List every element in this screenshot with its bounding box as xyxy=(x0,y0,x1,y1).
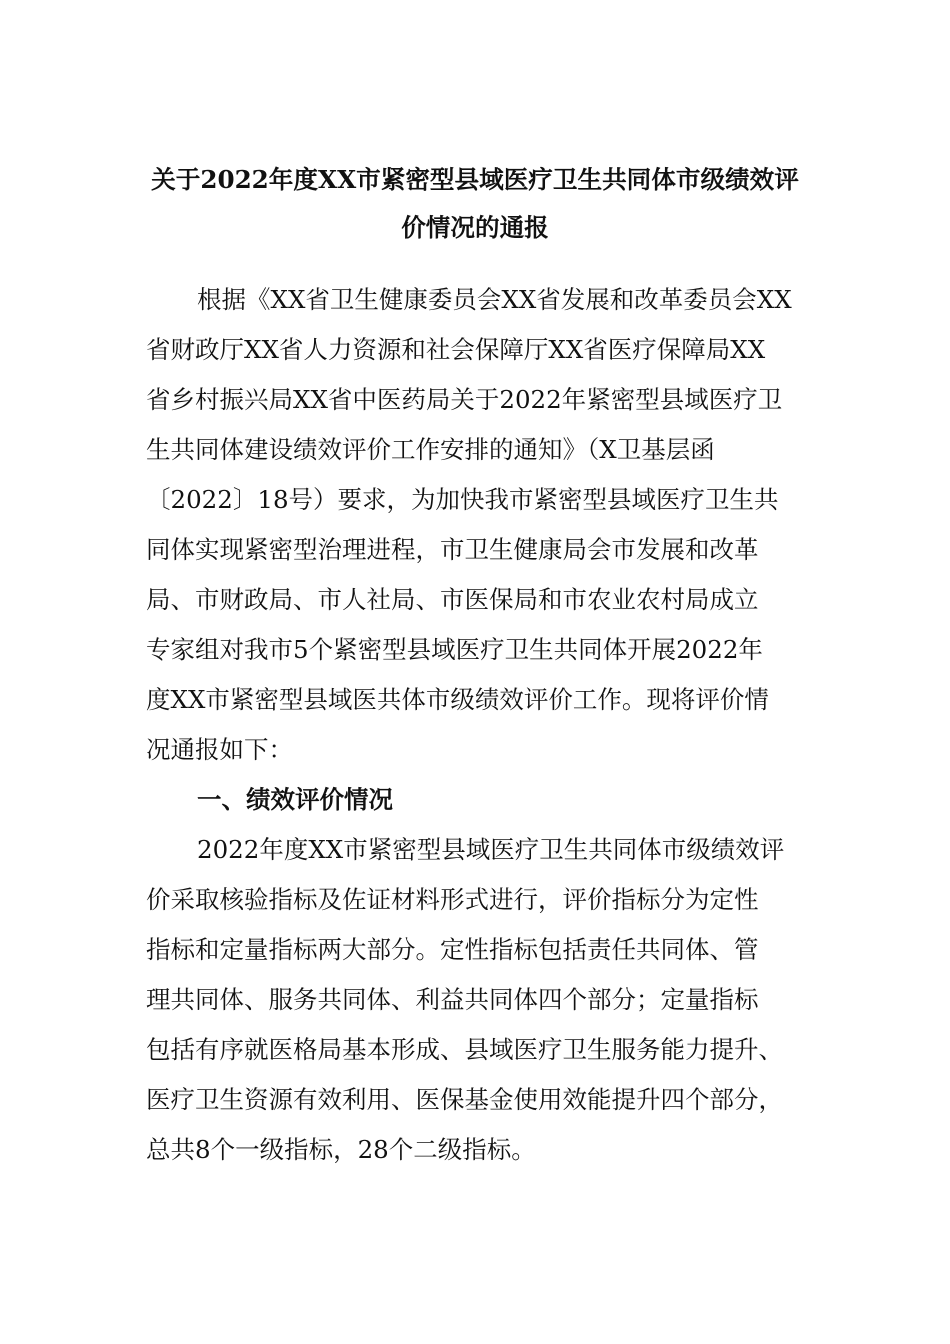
paragraph-1-line-3: 省乡村振兴局XX省中医药局关于2022年紧密型县域医疗卫 xyxy=(146,385,783,414)
paragraph-1-line-5: 〔2022〕18号）要求，为加快我市紧密型县域医疗卫生共 xyxy=(146,485,779,514)
section-1-heading: 一、绩效评价情况 xyxy=(197,785,393,814)
paragraph-1-line-7: 局、市财政局、市人社局、市医保局和市农业农村局成立 xyxy=(146,585,759,614)
paragraph-2-line-1: 2022年度XX市紧密型县域医疗卫生共同体市级绩效评 xyxy=(197,835,785,864)
paragraph-1-line-1: 根据《XX省卫生健康委员会XX省发展和改革委员会XX xyxy=(197,285,792,314)
paragraph-1-line-8: 专家组对我市5个紧密型县域医疗卫生共同体开展2022年 xyxy=(146,635,763,664)
paragraph-1-line-9: 度XX市紧密型县域医共体市级绩效评价工作。现将评价情 xyxy=(146,685,769,714)
paragraph-2-line-5: 包括有序就医格局基本形成、县域医疗卫生服务能力提升、 xyxy=(146,1035,783,1064)
paragraph-1-line-6: 同体实现紧密型治理进程，市卫生健康局会市发展和改革 xyxy=(146,535,759,564)
paragraph-2-line-3: 指标和定量指标两大部分。定性指标包括责任共同体、管 xyxy=(146,935,759,964)
paragraph-2-line-7: 总共8个一级指标，28个二级指标。 xyxy=(146,1135,536,1164)
paragraph-2-line-6: 医疗卫生资源有效利用、医保基金使用效能提升四个部分， xyxy=(146,1085,783,1114)
paragraph-1-line-4: 生共同体建设绩效评价工作安排的通知》（X卫基层函 xyxy=(146,435,715,464)
paragraph-2-line-4: 理共同体、服务共同体、利益共同体四个部分；定量指标 xyxy=(146,985,759,1014)
paragraph-1-line-10: 况通报如下： xyxy=(146,735,293,764)
paragraph-2-line-2: 价采取核验指标及佐证材料形式进行，评价指标分为定性 xyxy=(146,885,759,914)
paragraph-1-line-2: 省财政厅XX省人力资源和社会保障厅XX省医疗保障局XX xyxy=(146,335,766,364)
document-title: 关于2022年度XX市紧密型县域医疗卫生共同体市级绩效评价情况的通报 xyxy=(151,165,799,242)
